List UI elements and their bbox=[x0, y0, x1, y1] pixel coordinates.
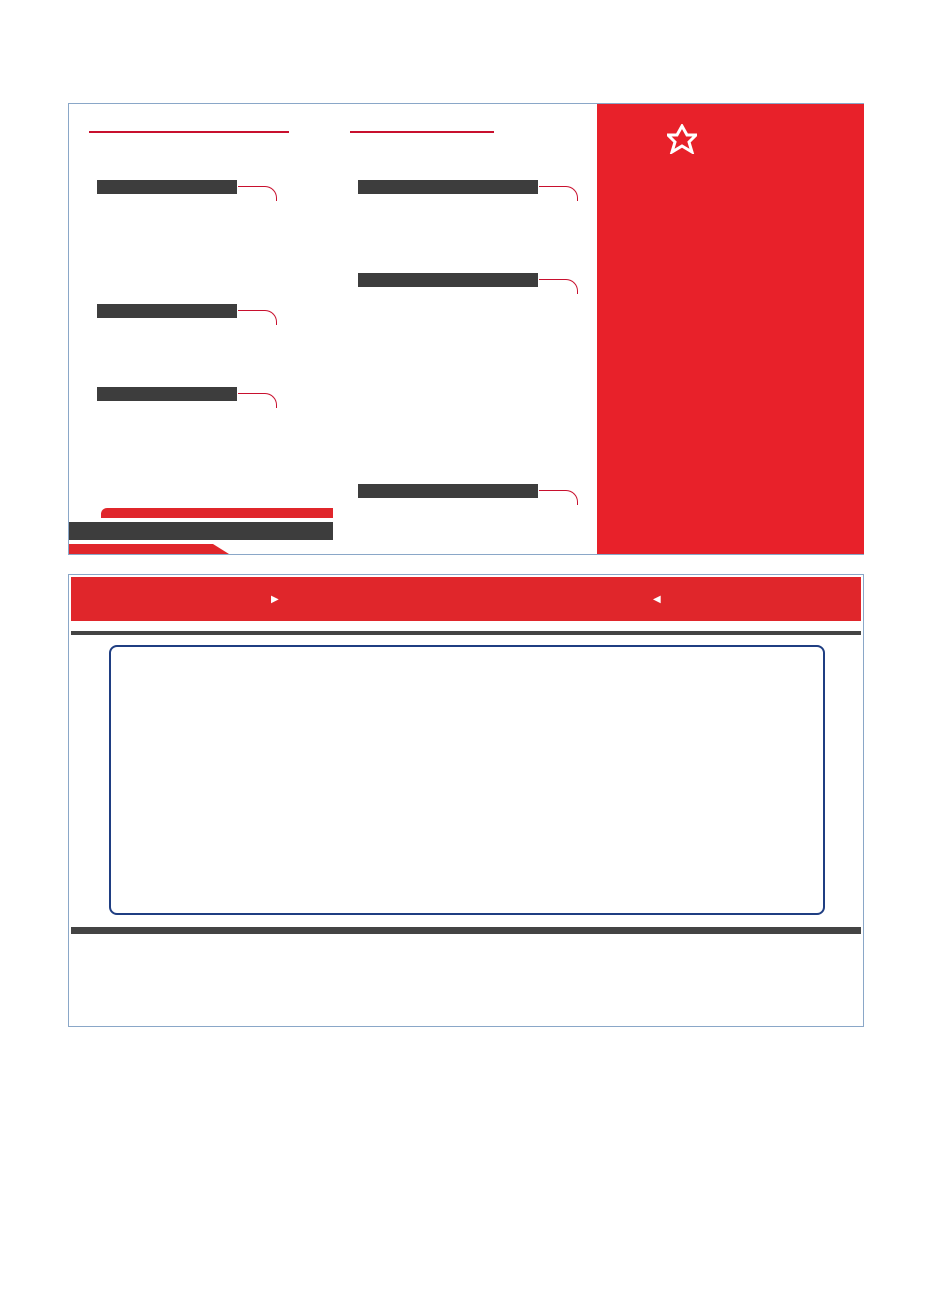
s222-header bbox=[358, 180, 538, 194]
legend-rule bbox=[71, 927, 861, 934]
left-column bbox=[89, 128, 309, 133]
mid-underline bbox=[350, 131, 494, 133]
arrow-right-icon: ▶ bbox=[271, 594, 279, 605]
left-underline bbox=[89, 131, 289, 133]
dinamika-logo-icon bbox=[667, 124, 697, 154]
calendar-grid bbox=[109, 645, 825, 915]
libur-nasional-header bbox=[97, 180, 237, 194]
s231-header bbox=[358, 273, 538, 287]
red-stripe-2 bbox=[69, 544, 229, 554]
calendar-banner bbox=[71, 577, 861, 621]
wisuda-header bbox=[97, 387, 237, 401]
arrow-left-icon: ◀ bbox=[653, 594, 661, 605]
calendar-panel bbox=[68, 574, 864, 1027]
mid-column bbox=[350, 128, 550, 133]
s232-header bbox=[358, 484, 538, 498]
brochure-panel bbox=[68, 103, 864, 555]
red-stripe bbox=[101, 508, 333, 518]
dark-stripe bbox=[69, 522, 333, 540]
cover-panel bbox=[597, 104, 864, 554]
banner-rule bbox=[71, 631, 861, 635]
upacara-header bbox=[97, 304, 237, 318]
